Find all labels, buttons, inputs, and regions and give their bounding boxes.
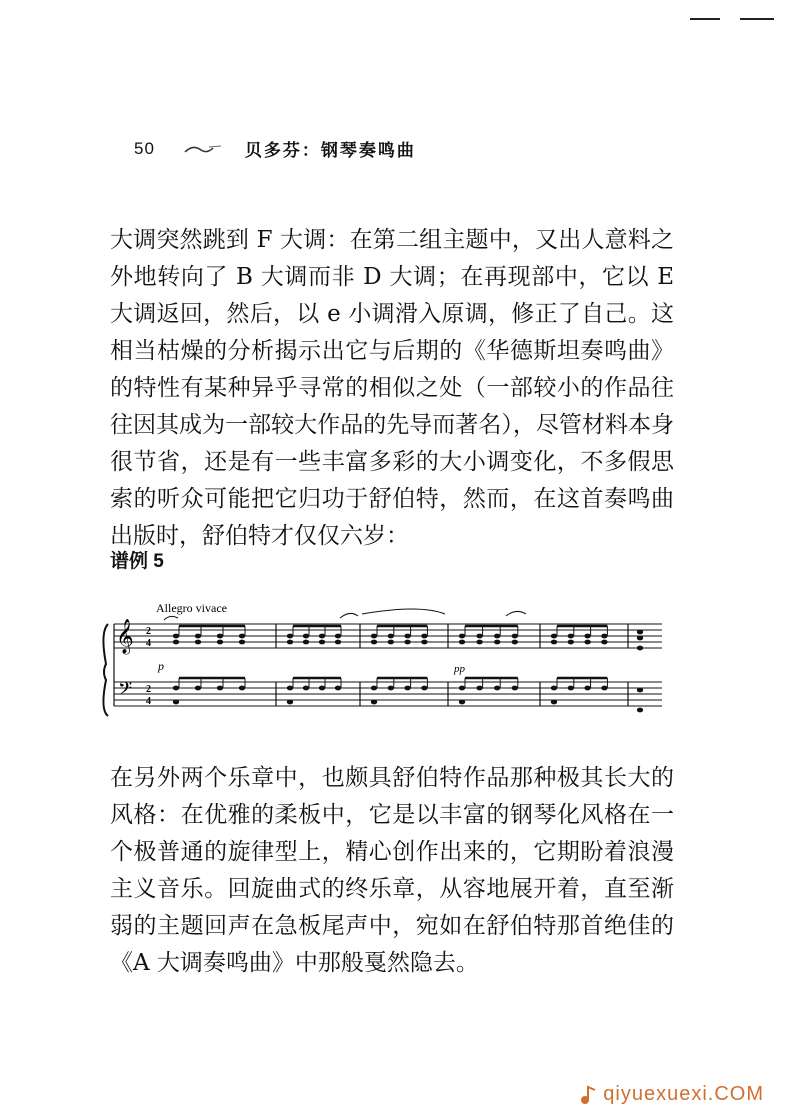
tempo-marking: Allegro vivace — [156, 601, 227, 615]
treble-note — [476, 640, 482, 645]
watermark — [577, 1083, 764, 1106]
bass-staff — [114, 682, 662, 706]
running-title: 贝多芬：钢琴奏鸣曲 — [244, 141, 416, 160]
treble-note — [371, 640, 377, 645]
svg-text:2: 2 — [146, 684, 151, 695]
body-paragraph-2: 在另外两个乐章中，也颇具舒伯特作品那种极其长大的风格：在优雅的柔板中，它是以丰富的钢琴化风格在一个极普通的旋律型上，精心创作出来的，它期盼着浪漫主义音乐。回旋曲式的终乐章，从容地展开着，直至渐弱的主题回声在急板尾声中，宛如在舒伯特那首绝佳的《A 大调奏鸣曲》中那般戛然隐去。 — [110, 765, 674, 976]
bass-note — [568, 686, 574, 691]
svg-text:4: 4 — [146, 638, 151, 649]
treble-note — [239, 640, 245, 645]
music-note-icon — [577, 1084, 599, 1106]
bass-note — [551, 686, 557, 691]
treble-note — [459, 634, 465, 639]
watermark-text: qiyuexuexi.COM — [603, 1083, 764, 1105]
bass-note — [494, 686, 500, 691]
treble-note — [195, 640, 201, 645]
music-score — [100, 592, 670, 727]
bass-note — [584, 686, 590, 691]
dynamic-pp: pp — [454, 663, 465, 675]
treble-note — [584, 634, 590, 639]
treble-note — [551, 634, 557, 639]
treble-note — [303, 634, 309, 639]
treble-note — [494, 640, 500, 645]
bass-note — [371, 686, 377, 691]
treble-note — [287, 640, 293, 645]
time-signature — [146, 626, 151, 707]
treble-note — [421, 640, 427, 645]
treble-note — [568, 634, 574, 639]
dynamic-p: p — [158, 659, 164, 673]
treble-note — [637, 646, 643, 651]
bass-note — [637, 688, 643, 693]
treble-note — [335, 634, 341, 639]
treble-note — [388, 640, 394, 645]
bass-note — [173, 700, 179, 705]
ornament-icon — [183, 142, 223, 156]
bass-note — [195, 686, 201, 691]
bass-note — [303, 686, 309, 691]
treble-note — [335, 640, 341, 645]
treble-note — [195, 634, 201, 639]
treble-note — [601, 634, 607, 639]
bass-note — [287, 686, 293, 691]
bass-note — [476, 686, 482, 691]
bass-note — [601, 686, 607, 691]
treble-note — [239, 634, 245, 639]
music-example-label: 谱例 5 — [110, 551, 164, 572]
svg-text:2: 2 — [146, 626, 151, 637]
bass-note — [217, 686, 223, 691]
bass-clef-icon: 𝄢 — [118, 679, 133, 704]
treble-note — [173, 634, 179, 639]
treble-note — [637, 636, 643, 641]
treble-note — [494, 634, 500, 639]
bass-note — [512, 686, 518, 691]
treble-note — [551, 640, 557, 645]
bass-note — [287, 700, 293, 705]
treble-note — [601, 640, 607, 645]
treble-note — [637, 630, 643, 635]
bass-note — [551, 700, 557, 705]
treble-note — [404, 634, 410, 639]
treble-note — [173, 640, 179, 645]
svg-text:4: 4 — [146, 696, 151, 707]
treble-note — [476, 634, 482, 639]
body-paragraph-1: 大调突然跳到 F 大调：在第二组主题中，又出人意料之外地转向了 B 大调而非 D 大调；在再现部中，它以 E 大调返回，然后，以 e 小调滑入原调，修正了自己。这相当枯燥的分析揭示出它与后期的《华德斯坦奏鸣曲》的特性有某种异乎寻常的相似之处（一部较小的作品往往因其成为一部较大作品的先导而著名），尽管材料本身很节省，还是有一些丰富多彩的大小调变化，不多假思索的听众可能把它归功于舒伯特，然而，在这首奏鸣曲出版时，舒伯特才仅仅六岁： — [110, 227, 674, 549]
treble-note — [303, 640, 309, 645]
bass-note — [319, 686, 325, 691]
bass-notes — [173, 678, 643, 712]
treble-note — [319, 640, 325, 645]
treble-note — [217, 640, 223, 645]
system-brace — [103, 624, 108, 716]
treble-clef-icon: 𝄞 — [116, 619, 134, 654]
treble-note — [512, 634, 518, 639]
treble-note — [319, 634, 325, 639]
bass-note — [388, 686, 394, 691]
corner-mark-right — [740, 18, 774, 20]
running-header — [134, 136, 416, 161]
treble-note — [459, 640, 465, 645]
bass-note — [239, 686, 245, 691]
bass-note — [421, 686, 427, 691]
treble-note — [512, 640, 518, 645]
page-number: 50 — [134, 138, 155, 158]
treble-note — [404, 640, 410, 645]
bass-note — [637, 708, 643, 713]
treble-note — [388, 634, 394, 639]
treble-note — [584, 640, 590, 645]
treble-note — [287, 634, 293, 639]
bass-note — [173, 686, 179, 691]
bass-note — [335, 686, 341, 691]
bass-note — [459, 686, 465, 691]
bass-note — [371, 700, 377, 705]
corner-mark-left — [690, 18, 720, 20]
bass-note — [404, 686, 410, 691]
treble-note — [217, 634, 223, 639]
treble-note — [568, 640, 574, 645]
treble-note — [421, 634, 427, 639]
treble-note — [371, 634, 377, 639]
bass-note — [459, 700, 465, 705]
